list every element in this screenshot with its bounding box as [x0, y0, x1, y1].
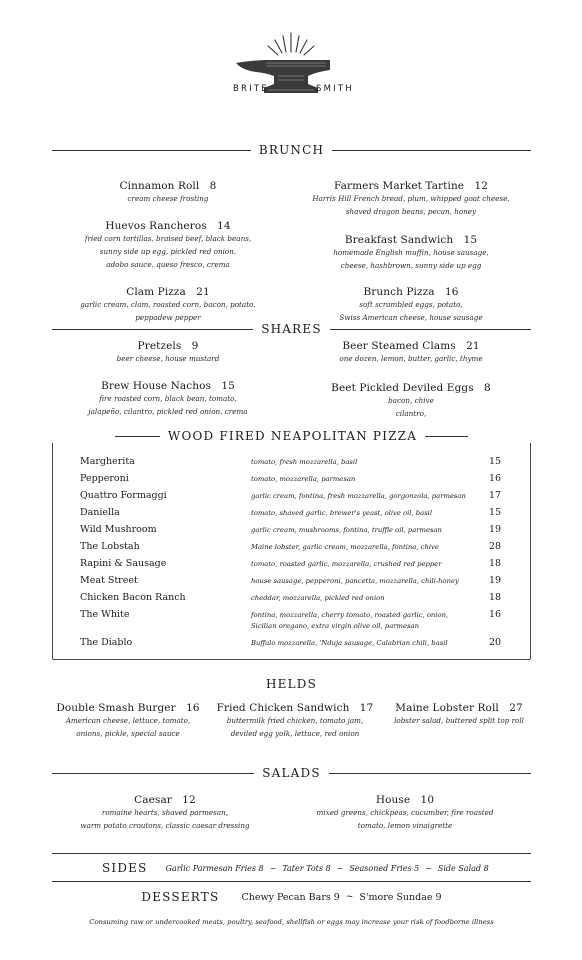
item-desc: Harris Hill French bread, plum, whipped goat cheese, [312, 194, 510, 203]
item-desc: beer cheese, house mustard [116, 354, 220, 363]
brunch-section-header [52, 143, 531, 157]
item-name: Breakfast Sandwich [344, 234, 454, 246]
item-desc: deviled egg yolk, lettuce, red onion [230, 729, 360, 738]
pizza-row [53, 637, 530, 652]
item-price: 15 [221, 380, 235, 392]
section-title: DESSERTS [141, 890, 220, 904]
pizza-row [53, 507, 530, 522]
dessert-item: S'more Sundae 9 [359, 891, 442, 903]
item-price: 10 [420, 794, 435, 806]
item-price: 21 [466, 340, 480, 352]
pizza-price: 17 [489, 490, 502, 501]
pizza-name: Chicken Bacon Ranch [80, 592, 186, 603]
item-desc: Swiss American cheese, house sausage [339, 313, 483, 322]
pizza-name: Daniella [80, 507, 120, 518]
item-desc: mixed greens, chickpeas, cucumber, fire roasted [316, 808, 494, 817]
pizza-row [53, 473, 530, 488]
pizza-desc: tomato, mozzarella, parmesan [251, 475, 356, 483]
pizza-row [53, 592, 530, 607]
pizza-name: The White [80, 609, 130, 620]
item-price: 8 [209, 180, 217, 192]
item-name: Beet Pickled Deviled Eggs [331, 382, 474, 394]
separator: ~ [425, 863, 432, 873]
pizza-desc: house sausage, pepperoni, pancetta, mozzarella, chili-honey [251, 577, 459, 585]
pizza-section-header [113, 429, 472, 443]
item-name: Double Smash Burger [56, 702, 176, 714]
pizza-row [53, 558, 530, 573]
desserts-row [52, 890, 531, 904]
item-price: 12 [474, 180, 489, 192]
side-item: Seasoned Fries 5 [349, 863, 420, 873]
pizza-price: 16 [489, 473, 502, 484]
menu-item [60, 380, 276, 418]
side-item: Side Salad 8 [437, 863, 489, 873]
separator: ~ [269, 863, 277, 873]
item-desc: romaine hearts, shaved parmesan, [101, 808, 229, 817]
item-name: House [375, 794, 411, 806]
pizza-price: 19 [489, 524, 502, 535]
side-item: Garlic Parmesan Fries 8 [165, 863, 264, 873]
pizza-name: Quattro Formaggi [80, 490, 167, 501]
menu-item [296, 180, 526, 218]
item-price: 16 [444, 286, 459, 298]
pizza-row [53, 490, 530, 505]
item-price: 15 [463, 234, 478, 246]
pizza-row [53, 575, 530, 590]
pizza-desc: Sicilian oregano, extra virgin olive oil, parmesan [251, 622, 419, 630]
item-desc: soft scrambled eggs, potato, [359, 300, 463, 309]
item-price: 27 [509, 702, 523, 714]
pizza-name: Margherita [80, 456, 135, 467]
section-title: SHARES [261, 322, 322, 336]
menu-item [60, 340, 276, 365]
section-title: SALADS [262, 766, 321, 780]
item-name: Clam Pizza [126, 286, 186, 298]
item-desc: cheese, hashbrown, sunny side up egg [340, 261, 482, 270]
menu-item [70, 794, 260, 832]
pizza-price: 15 [489, 507, 502, 518]
item-price: 17 [359, 702, 374, 714]
pizza-row [53, 456, 530, 471]
item-desc: fire roasted corn, black bean, tomato, [99, 394, 237, 403]
item-desc: lobster salad, buttered split top roll [394, 716, 524, 725]
menu-item [296, 286, 526, 324]
pizza-name: Wild Mushroom [80, 524, 157, 535]
pizza-desc: tomato, roasted garlic, mozzarella, crushed red pepper [251, 560, 442, 568]
item-price: 9 [191, 340, 199, 352]
menu-item [210, 702, 380, 740]
item-desc: peppadew pepper [135, 313, 201, 322]
item-desc: buttermilk fried chicken, tomato jam, [226, 716, 364, 725]
pizza-price: 19 [489, 575, 502, 586]
pizza-row [53, 524, 530, 539]
item-desc: jalapeño, cilantro, pickled red onion, crema [88, 407, 248, 416]
item-name: Brunch Pizza [363, 286, 435, 298]
salads-section-header [52, 766, 531, 780]
item-price: 12 [182, 794, 196, 806]
helds-section-header: HELDS [265, 677, 318, 691]
pizza-desc: garlic cream, mushrooms, fontina, truffle oil, parmesan [251, 526, 442, 534]
item-desc: fried corn tortillas, braised beef, black beans, [84, 234, 252, 243]
anvil-logo-icon [226, 30, 356, 108]
item-price: 21 [196, 286, 210, 298]
pizza-desc: Buffalo mozzarella, 'Nduja sausage, Calabrian chili, basil [251, 639, 448, 647]
sides-row [52, 858, 531, 878]
shares-section-header [52, 322, 531, 336]
item-desc: cilantro, [395, 409, 427, 418]
menu-item [310, 794, 500, 832]
dessert-item: Chewy Pecan Bars 9 [241, 891, 340, 903]
item-price: 14 [217, 220, 231, 232]
item-name: Brew House Nachos [101, 380, 212, 392]
menu-item [60, 220, 276, 271]
pizza-price: 18 [489, 592, 502, 603]
item-price: 16 [186, 702, 200, 714]
item-desc: bacon, chive [388, 396, 434, 405]
section-title: BRUNCH [258, 143, 325, 157]
menu-item [296, 234, 526, 272]
separator: ~ [345, 892, 354, 902]
item-desc: shaved dragon beans, pecan, honey [345, 207, 477, 216]
item-name: Beer Steamed Clams [342, 340, 456, 352]
menu-item [60, 180, 276, 205]
pizza-name: The Lobstah [80, 541, 140, 552]
item-desc: tomato, lemon vinaigrette [357, 821, 453, 830]
pizza-desc: garlic cream, fontina, fresh mozzarella, gorgonzola, parmesan [251, 492, 466, 500]
menu-item [60, 286, 276, 324]
item-desc: adobo sauce, queso fresco, crema [106, 260, 230, 269]
menu-item [296, 382, 526, 420]
item-desc: homemade English muffin, house sausage, [333, 248, 489, 257]
item-price: 8 [484, 382, 491, 394]
pizza-name: Meat Street [80, 575, 138, 586]
item-desc: onions, pickle, special sauce [76, 729, 180, 738]
pizza-desc: tomato, fresh mozzarella, basil [251, 458, 358, 466]
separator: ~ [336, 863, 344, 873]
menu-item [48, 702, 208, 740]
section-title: SIDES [102, 861, 148, 875]
item-desc: sunny side up egg, pickled red onion, [99, 247, 237, 256]
menu-item [296, 340, 526, 365]
item-name: Maine Lobster Roll [395, 702, 499, 714]
pizza-name: Rapini & Sausage [80, 558, 167, 569]
item-name: Pretzels [137, 340, 182, 352]
pizza-name: The Diablo [80, 637, 133, 648]
item-name: Cinnamon Roll [119, 180, 200, 192]
item-name: Huevos Rancheros [105, 220, 207, 232]
item-name: Farmers Market Tartine [333, 180, 465, 192]
item-desc: warm potato croutons, classic caesar dressing [80, 821, 250, 830]
pizza-desc: cheddar, mozzarella, pickled red onion [251, 594, 385, 602]
pizza-name: Pepperoni [80, 473, 129, 484]
pizza-menu-box [52, 429, 531, 660]
pizza-row [53, 609, 530, 635]
pizza-desc: tomato, shaved garlic, brewer's yeast, olive oil, basil [251, 509, 433, 517]
pizza-price: 16 [489, 609, 502, 620]
pizza-desc: fontina, mozzarella, cherry tomato, roasted garlic, onion, [251, 611, 449, 619]
section-title: WOOD FIRED NEAPOLITAN PIZZA [160, 429, 425, 443]
pizza-desc: Maine lobster, garlic cream, mozzarella, fontina, chive [251, 543, 439, 551]
item-desc: garlic cream, clam, roasted corn, bacon, potato, [80, 300, 256, 309]
item-name: Fried Chicken Sandwich [216, 702, 350, 714]
logo-right-text: SMITH [316, 84, 354, 94]
pizza-row [53, 541, 530, 556]
logo-left-text: BRITE [233, 84, 269, 94]
footer-disclaimer: Consuming raw or undercooked meats, poultry, seafood, shellfish or eggs may increase your risk of foodborne illness [89, 918, 494, 926]
pizza-price: 28 [489, 541, 502, 552]
side-item: Tater Tots 8 [282, 863, 331, 873]
item-desc: cream cheese frosting [127, 194, 209, 203]
item-desc: American cheese, lettuce, tomato, [65, 716, 191, 725]
item-desc: one dozen, lemon, butter, garlic, thyme [339, 354, 483, 363]
item-name: Caesar [134, 794, 172, 806]
menu-item [384, 702, 534, 727]
pizza-price: 20 [489, 637, 502, 648]
pizza-price: 18 [489, 558, 502, 569]
pizza-price: 15 [489, 456, 502, 467]
